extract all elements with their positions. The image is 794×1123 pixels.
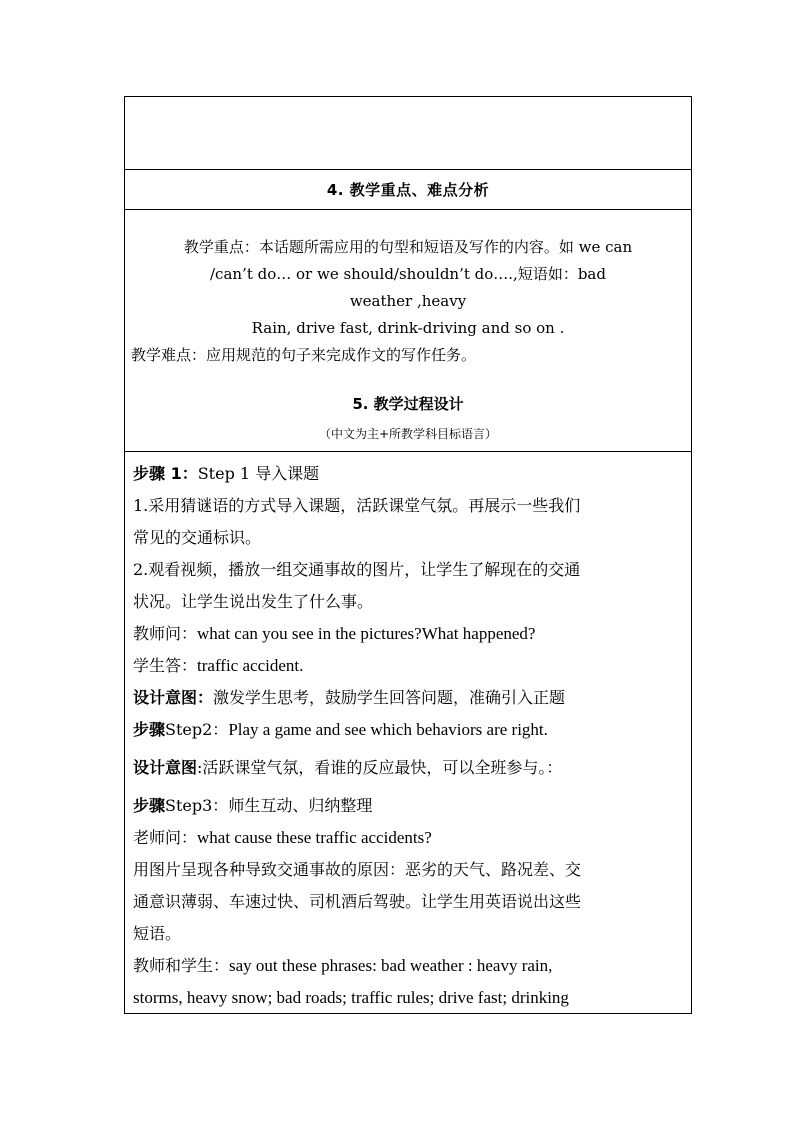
design1-line: 设计意图：激发学生思考，鼓励学生回答问题，准确引入正题 bbox=[133, 688, 566, 707]
lesson-plan-table bbox=[124, 96, 692, 1014]
section5-title: 5. 教学过程设计 bbox=[352, 395, 464, 413]
section4-title: 4. 教学重点、难点分析 bbox=[125, 170, 691, 210]
reason-line2: 通意识薄弱、车速过快、司机酒后驾驶。让学生用英语说出这些 bbox=[133, 892, 582, 911]
both-line2: storms, heavy snow; bad roads; traffic rules; drive fast; drinking bbox=[133, 988, 569, 1007]
item2-line2: 状况。让学生说出发生了什么事。 bbox=[133, 592, 374, 611]
step3-line: 步骤Step3：师生互动、归纳整理 bbox=[133, 796, 373, 815]
design2-line: 设计意图:活跃课堂气氛，看谁的反应最快，可以全班参与。： bbox=[133, 758, 563, 777]
focus-line-2: /can’t do… or we should/shouldn’t do….,短语如：bad bbox=[210, 265, 606, 283]
item1-line2: 常见的交通标识。 bbox=[133, 528, 262, 547]
step2-line: 步骤Step2：Play a game and see which behaviors are right. bbox=[133, 720, 548, 739]
item1-line1: 1.采用猜谜语的方式导入课题，活跃课堂气氛。再展示一些我们 bbox=[133, 496, 581, 515]
step1-line: 步骤 1：Step 1 导入课题 bbox=[133, 464, 320, 483]
focus-line-4: Rain, drive fast, drink-driving and so on . bbox=[251, 319, 565, 337]
both-line1: 教师和学生：say out these phrases: bad weather : heavy rain, bbox=[133, 956, 553, 975]
empty-row bbox=[125, 97, 691, 170]
focus-line-3: weather ,heavy bbox=[349, 292, 467, 310]
process-content bbox=[125, 452, 691, 1013]
section4-content bbox=[125, 210, 691, 452]
focus-line-1: 教学重点：本话题所需应用的句型和短语及写作的内容。如 we can bbox=[183, 238, 633, 256]
item2-line1: 2.观看视频，播放一组交通事故的图片，让学生了解现在的交通 bbox=[133, 560, 581, 579]
difficulty-line: 教学难点：应用规范的句子来完成作文的写作任务。 bbox=[131, 346, 477, 364]
teacher2-line: 老师问：what cause these traffic accidents? bbox=[133, 828, 432, 847]
section5-note: （中文为主+所教学科目标语言） bbox=[318, 427, 498, 441]
reason-line3: 短语。 bbox=[133, 924, 182, 943]
reason-line1: 用图片呈现各种导致交通事故的原因：恶劣的天气、路况差、交 bbox=[133, 860, 582, 879]
student-answer-line: 学生答：traffic accident. bbox=[133, 656, 304, 675]
teacher-ask-line: 教师问：what can you see in the pictures?What happened? bbox=[133, 624, 536, 643]
